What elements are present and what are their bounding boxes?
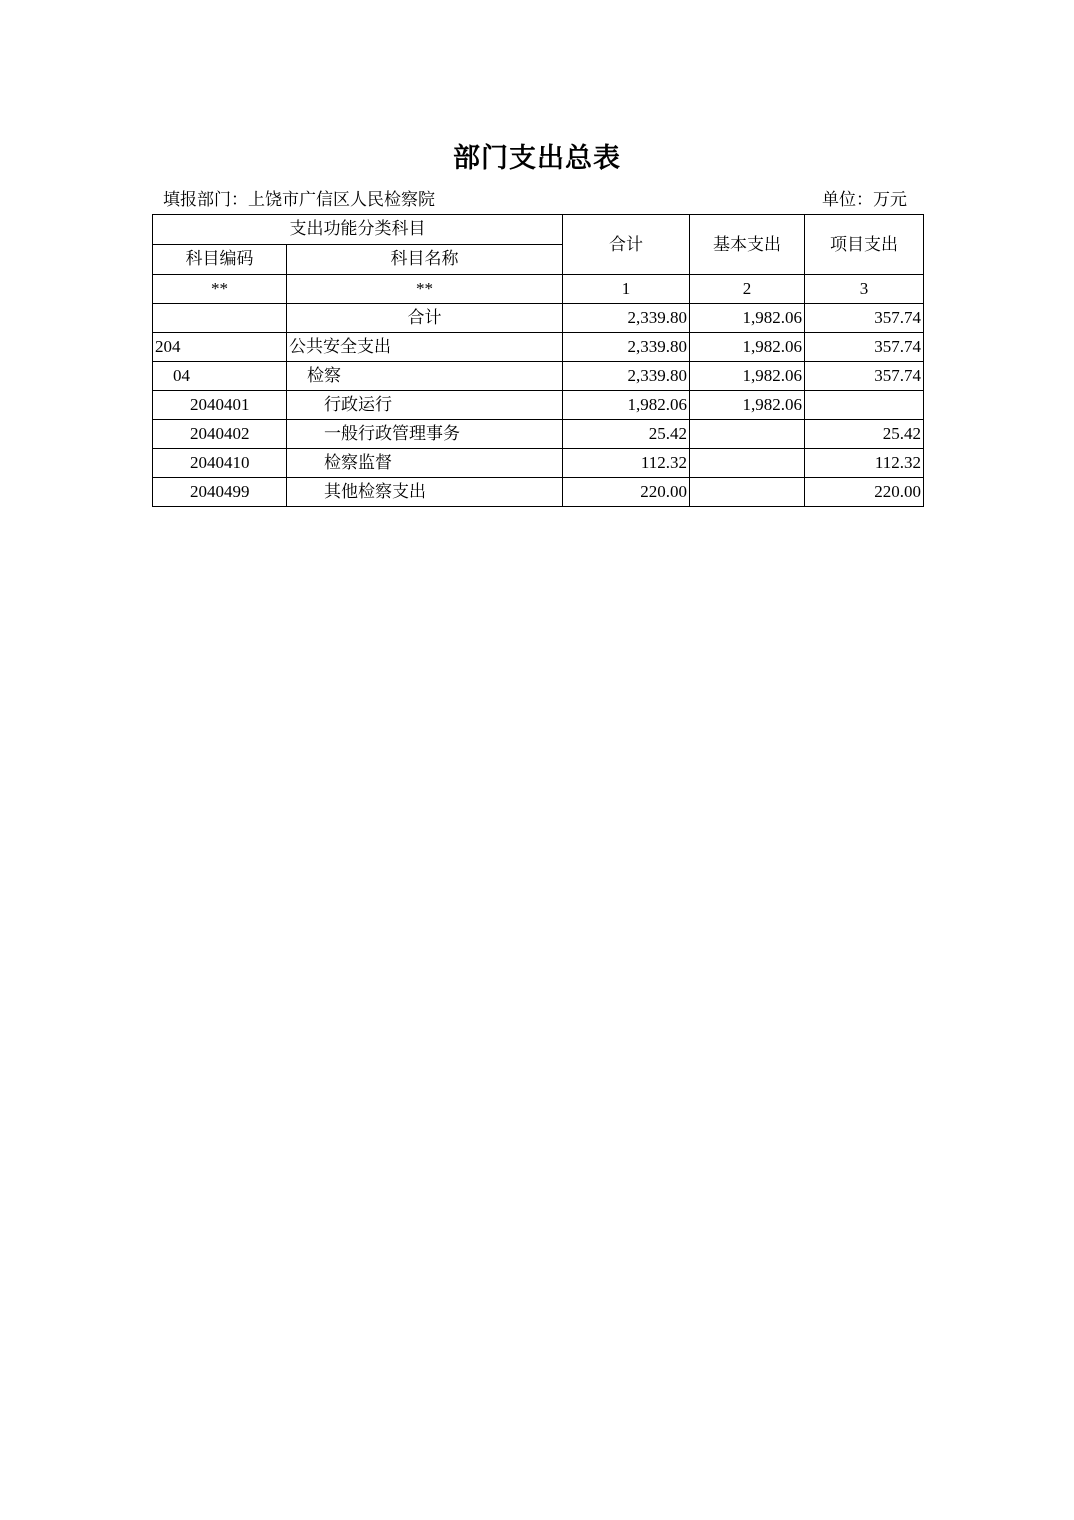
row-basic: 1,982.06 bbox=[690, 304, 805, 333]
table-row bbox=[153, 449, 924, 478]
index-code: ** bbox=[153, 275, 287, 304]
index-basic: 2 bbox=[690, 275, 805, 304]
header-total: 合计 bbox=[563, 215, 690, 275]
header-project: 项目支出 bbox=[805, 215, 924, 275]
row-total: 25.42 bbox=[563, 420, 690, 449]
row-code: 2040401 bbox=[153, 391, 287, 420]
index-total: 1 bbox=[563, 275, 690, 304]
row-code: 2040402 bbox=[153, 420, 287, 449]
row-project: 357.74 bbox=[805, 333, 924, 362]
row-name: 检察监督 bbox=[287, 449, 563, 478]
row-name: 一般行政管理事务 bbox=[287, 420, 563, 449]
table-row bbox=[153, 391, 924, 420]
header-code: 科目编码 bbox=[153, 245, 287, 275]
row-code: 204 bbox=[153, 333, 287, 362]
row-total: 2,339.80 bbox=[563, 333, 690, 362]
row-project bbox=[805, 391, 924, 420]
row-basic bbox=[690, 449, 805, 478]
row-total: 220.00 bbox=[563, 478, 690, 507]
row-total: 2,339.80 bbox=[563, 304, 690, 333]
row-project: 357.74 bbox=[805, 304, 924, 333]
index-row bbox=[153, 275, 924, 304]
row-basic bbox=[690, 478, 805, 507]
row-name: 合计 bbox=[287, 304, 563, 333]
table-row bbox=[153, 333, 924, 362]
header-basic: 基本支出 bbox=[690, 215, 805, 275]
table-row bbox=[153, 304, 924, 333]
row-basic: 1,982.06 bbox=[690, 391, 805, 420]
table-row bbox=[153, 478, 924, 507]
header-group: 支出功能分类科目 bbox=[153, 215, 563, 245]
row-name: 其他检察支出 bbox=[287, 478, 563, 507]
table-row bbox=[153, 362, 924, 391]
row-total: 1,982.06 bbox=[563, 391, 690, 420]
header-row-1 bbox=[153, 215, 924, 245]
row-name: 检察 bbox=[287, 362, 563, 391]
row-project: 25.42 bbox=[805, 420, 924, 449]
row-name: 行政运行 bbox=[287, 391, 563, 420]
row-basic: 1,982.06 bbox=[690, 362, 805, 391]
expenditure-table bbox=[152, 214, 924, 507]
header-name: 科目名称 bbox=[287, 245, 563, 275]
row-total: 2,339.80 bbox=[563, 362, 690, 391]
row-code bbox=[153, 304, 287, 333]
index-project: 3 bbox=[805, 275, 924, 304]
table-row bbox=[153, 420, 924, 449]
row-name: 公共安全支出 bbox=[287, 333, 563, 362]
row-basic: 1,982.06 bbox=[690, 333, 805, 362]
index-name: ** bbox=[287, 275, 563, 304]
row-project: 220.00 bbox=[805, 478, 924, 507]
row-total: 112.32 bbox=[563, 449, 690, 478]
row-project: 357.74 bbox=[805, 362, 924, 391]
filing-department: 填报部门：上饶市广信区人民检察院 bbox=[163, 190, 435, 210]
unit-label: 单位：万元 bbox=[822, 190, 907, 210]
row-code: 04 bbox=[153, 362, 287, 391]
row-basic bbox=[690, 420, 805, 449]
page-title: 部门支出总表 bbox=[453, 143, 621, 174]
row-code: 2040410 bbox=[153, 449, 287, 478]
row-project: 112.32 bbox=[805, 449, 924, 478]
row-code: 2040499 bbox=[153, 478, 287, 507]
